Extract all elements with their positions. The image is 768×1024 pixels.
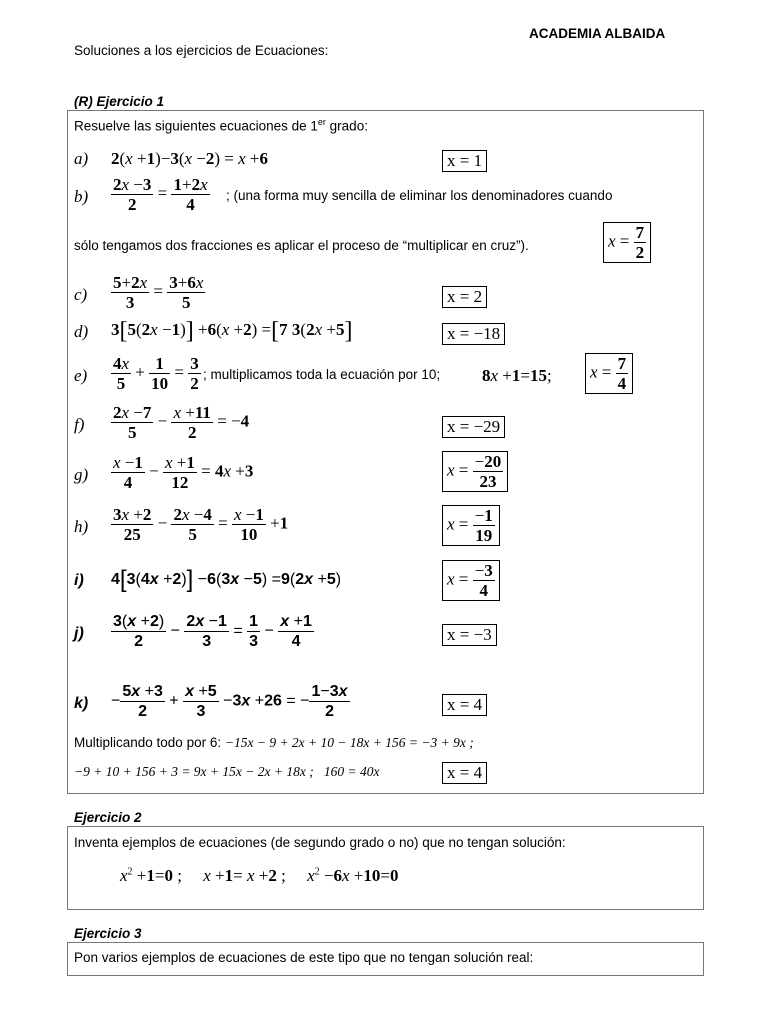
exercise-2-title: Ejercicio 2 [74,810,142,825]
label-j: j) [74,625,84,642]
equation-k: − $\frac{5x +3}{2}$ + $\frac{x +5}{3}$ −3x +26 = − $\frac{1-3x}{2}$ [111,683,348,720]
exercise-2-text: Inventa ejemplos de ecuaciones (de segundo grado o no) que no tengan solución: [74,835,566,850]
equation-j: $\frac{3(x +2)}{2}$ − $\frac{2x -1}{3}$ = $\frac{1}{3}$ − $\frac{x +1}{4}$ [113,613,312,650]
answer-k-2: x = 4 [442,762,487,784]
label-k: k) [74,695,89,712]
label-e: e) [74,366,88,385]
answer-e: x = $\frac{7}{4}$ [585,353,633,394]
equation-e-step: 8x +1=15; [482,366,552,385]
equation-h: $\frac{3x +2}{25}$ − $\frac{2x -4}{5}$ = $\frac{x -1}{10}$ +1 [113,505,289,544]
label-h: h) [74,517,89,536]
note-k: Multiplicando todo por 6: −15x − 9 + 2x + 10 − 18x + 156 = −3 + 9x ; [74,735,474,750]
equation-f: $\frac{2x -7}{5}$ − $\frac{x +11}{2}$ = −4 [113,403,250,442]
document-subtitle: Soluciones a los ejercicios de Ecuaciones: [74,43,329,58]
answer-f: x = −29 [442,416,505,438]
label-b: b) [74,187,89,206]
answer-h: x = $\frac{-1}{19}$ [442,505,500,546]
exercise-3-text: Pon varios ejemplos de ecuaciones de este tipo que no tengan solución real: [74,950,534,965]
exercise-1-intro: Resuelve las siguientes ecuaciones de 1er grado: [74,117,368,134]
exercise-3-title: Ejercicio 3 [74,926,142,941]
label-f: f) [74,415,85,434]
equation-g: $\frac{x -1}{4}$ − $\frac{x +1}{12}$ = 4x +3 [113,453,254,492]
note-e: ; multiplicamos toda la ecuación por 10; [203,367,441,382]
equation-d: 3[5(2x −1)] +6(x +2) =[7 3(2x +5] [111,318,353,344]
answer-g: x = $\frac{-20}{23}$ [442,451,508,492]
exercise-1-title: (R) Ejercicio 1 [74,94,165,109]
note-b-continued: sólo tengamos dos fracciones es aplicar el proceso de “multiplicar en cruz”). [74,238,529,253]
label-c: c) [74,285,88,304]
answer-j: x = −3 [442,624,497,646]
academy-name: ACADEMIA ALBAIDA [529,26,666,41]
label-d: d) [74,322,89,341]
equation-e: $\frac{4x}{5}$ + $\frac{1}{10}$ = $\frac{3}{2}$ [113,354,199,393]
note-b: ; (una forma muy sencilla de eliminar los denominadores cuando [226,188,613,203]
label-a: a) [74,149,89,168]
equation-a: 2(x +1)−3(x −2) = x +6 [111,149,269,168]
equation-c: $\frac{5+2x}{3}$ = $\frac{3+6x}{5}$ [113,273,204,312]
equation-b: $\frac{2x -3}{2}$ = $\frac{1+2x}{4}$ [113,175,208,214]
equation-i: 4[3(4x +2)] −6(3x −5) =9(2x +5) [111,566,342,593]
answer-k: x = 4 [442,694,487,716]
answer-d: x = −18 [442,323,505,345]
answer-a: x = 1 [442,150,487,172]
answer-i: x = $\frac{-3}{4}$ [442,560,500,601]
exercise-2-equations: $x^2 +1=0$ ; x +1= x +2 ; $x^2 -6x +10=0$ [120,866,399,885]
label-g: g) [74,465,89,484]
label-i: i) [74,572,84,589]
answer-c: x = 2 [442,286,487,308]
note-k-line2: −9 + 10 + 156 + 3 = 9x + 15x − 2x + 18x ; 160 = 40x [74,764,380,779]
answer-b: x = $\frac{7}{2}$ [603,222,651,263]
